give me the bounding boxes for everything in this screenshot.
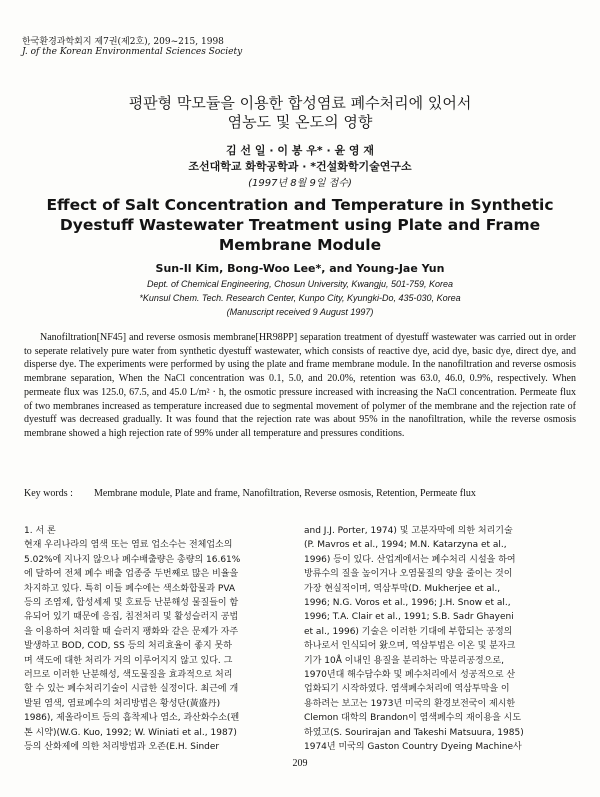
- keywords-label: Key words :: [24, 488, 73, 499]
- journal-name: J. of the Korean Environmental Sciences Society: [22, 47, 243, 57]
- body-text-line: 1970년대 해수담수화 및 폐수처리에서 성공적으로 산: [304, 670, 516, 681]
- body-text-line: 하였고(S. Sourirajan and Takeshi Matsuura, 1985): [304, 727, 524, 738]
- body-text-line: 기가 10Å 이내인 용질을 분리하는 막분리공정으로,: [304, 655, 504, 666]
- body-text-line: and J.J. Porter, 1974) 및 고분자막에 의한 처리기술: [304, 526, 513, 536]
- korean-title-line-1: 평판형 막모듈을 이용한 합성염료 폐수처리에 있어서: [128, 94, 472, 112]
- body-text-line: 에 달하여 전체 폐수 배출 업종중 두번째로 많은 비율을: [24, 569, 239, 580]
- body-text-line: 5.02%에 지나지 않으나 폐수배출량은 총량의 16.61%: [24, 554, 241, 565]
- body-text-line: 1996; T.A. Clair et al., 1991; S.B. Sadr Ghayeni: [304, 612, 514, 623]
- body-text-line: 1996) 등이 있다. 산업계에서는 폐수처리 시설을 하여: [304, 554, 516, 565]
- body-text-line: 을 이용하여 처리할 때 슬러지 팽화와 같은 문제가 자주: [24, 626, 239, 637]
- body-text-line: 등의 조염제, 합성세제 및 호료등 난분해성 물질들이 함: [24, 598, 239, 609]
- body-left-column: [24, 524, 298, 755]
- body-text-line: 하나로서 인식되어 왔으며, 역삼투법은 이온 및 분자크: [304, 641, 516, 652]
- korean-affiliation: 조선대학교 화학공학과 · *건설화학기술연구소: [188, 160, 412, 173]
- english-title-line-2: Dyestuff Wastewater Treatment using Plate and Frame: [59, 216, 541, 234]
- english-title-line-1: Effect of Salt Concentration and Temperature in Synthetic: [46, 196, 554, 214]
- body-text-line: 1986), 제올라이트 등의 흡착제나 염소, 과산화수소(펜: [24, 713, 240, 724]
- body-text-line: 할 수 있는 폐수처리기술이 시급한 실정이다. 최근에 개: [24, 684, 239, 695]
- body-text-line: 차지하고 있다. 특히 이들 폐수에는 색소화합물과 PVA: [24, 583, 236, 594]
- body-text-line: 며 색도에 대한 처리가 거의 이루어지지 않고 있다. 그: [24, 655, 233, 666]
- body-text-line: 업화되기 시작하였다. 염색폐수처리에 역삼투막을 이: [304, 684, 510, 695]
- body-text-line: 러므로 이러한 난분해성, 색도물질을 효과적으로 처리: [24, 670, 233, 681]
- body-text-line: 등의 산화제에 의한 처리방법과 오존(E.H. Sinder: [24, 742, 220, 753]
- page-number: 209: [292, 758, 308, 769]
- body-text-line: 1996; N.G. Voros et al., 1996; J.H. Snow et al.,: [304, 598, 511, 609]
- manuscript-received: (Manuscript received 9 August 1997): [226, 307, 374, 317]
- abstract: Nanofiltration[NF45] and reverse osmosis membrane[HR98PP] separation treatment of dyestuff wastewater was carried out in order to seperate relatively pure water from synthetic dyestuff wastewater, which consists of reactive dye, acid dye, basic dye, direct dye, and disperse dye. The experiments were performed by using the plate and frame membrane module. In the nanofiltration and reverse osmosis membrane separation, When the NaCl concentration was 0.1, 5.0, and 20.0%, retention was 63.0, 46.0, 0.9%, respectively. When permeate flux was 125.0, 67.5, and 45.0 L/m² · h, the osmotic pressure increased with increasing the NaCl concentration. Permeate flux of two membranes increased as temperature increased due to segmental movement of polymer of the membrane and the rejection rate of dyestuff was decreased gradually. It was found that the rejection rate was about 95% in the nanofiltration, while the reverse osmosis membrane showed a high rejection rate of 99% under all temperature and pressures conditions.: [24, 332, 576, 439]
- body-text-line: 발된 염색, 염료폐수의 처리방법은 황성단(黃盛丹): [24, 698, 221, 709]
- body-text-line: 현재 우리나라의 염색 또는 염료 업소수는 전체업소의: [24, 540, 233, 551]
- body-text-line: 1974년 미국의 Gaston Country Dyeing Machine사: [304, 742, 522, 753]
- body-text-line: 용하려는 보고는 1973년 미국의 환경보전국이 제시한: [304, 698, 516, 709]
- journal-citation: 한국환경과학회지 제7권(제2호), 209~215, 1998: [22, 37, 224, 47]
- english-title-line-3: Membrane Module: [218, 236, 382, 254]
- keywords: [24, 487, 576, 501]
- body-text-line: 방류수의 질을 높이거나 오염물질의 양을 줄이는 것이: [304, 569, 513, 580]
- body-text-line: 1. 서 론: [24, 526, 56, 536]
- body-text-line: 유되어 있기 때문에 응집, 침전처리 및 활성슬러지 공법: [24, 612, 239, 623]
- body-text-line: et al., 1996) 기술은 이러한 기대에 부합되는 공정의: [304, 626, 513, 637]
- english-authors: Sun-Il Kim, Bong-Woo Lee*, and Young-Jae Yun: [155, 262, 445, 275]
- body-text-line: 가장 현실적이며, 역삼투막(D. Mukherjee et al.,: [304, 583, 501, 594]
- korean-received-date: (1997년 8월 9일 접수): [248, 178, 352, 189]
- body-text-line: Clemon 대학의 Brandon이 염색폐수의 재이용을 시도: [304, 713, 522, 724]
- korean-title-line-2: 염농도 및 온도의 영향: [227, 113, 373, 131]
- body-text-line: (P. Mavros et al., 1994; M.N. Katarzyna et al.,: [304, 540, 507, 551]
- keywords-value: Membrane module, Plate and frame, Nanofiltration, Reverse osmosis, Retention, Permeate flux: [94, 488, 476, 499]
- body-text-line: 발생하고 BOD, COD, SS 등의 처리효율이 좋지 못하: [24, 641, 232, 652]
- korean-authors: 김 선 일 · 이 봉 우* · 윤 영 재: [225, 144, 375, 157]
- body-text-line: 톤 시약)(W.G. Kuo, 1992; W. Winiati et al., 1987): [24, 727, 237, 738]
- affiliation-1: Dept. of Chemical Engineering, Chosun University, Kwangju, 501-759, Korea: [147, 279, 453, 289]
- body-right-column: [304, 524, 578, 755]
- affiliation-2: *Kunsul Chem. Tech. Research Center, Kunpo City, Kyungki-Do, 435-030, Korea: [139, 293, 461, 303]
